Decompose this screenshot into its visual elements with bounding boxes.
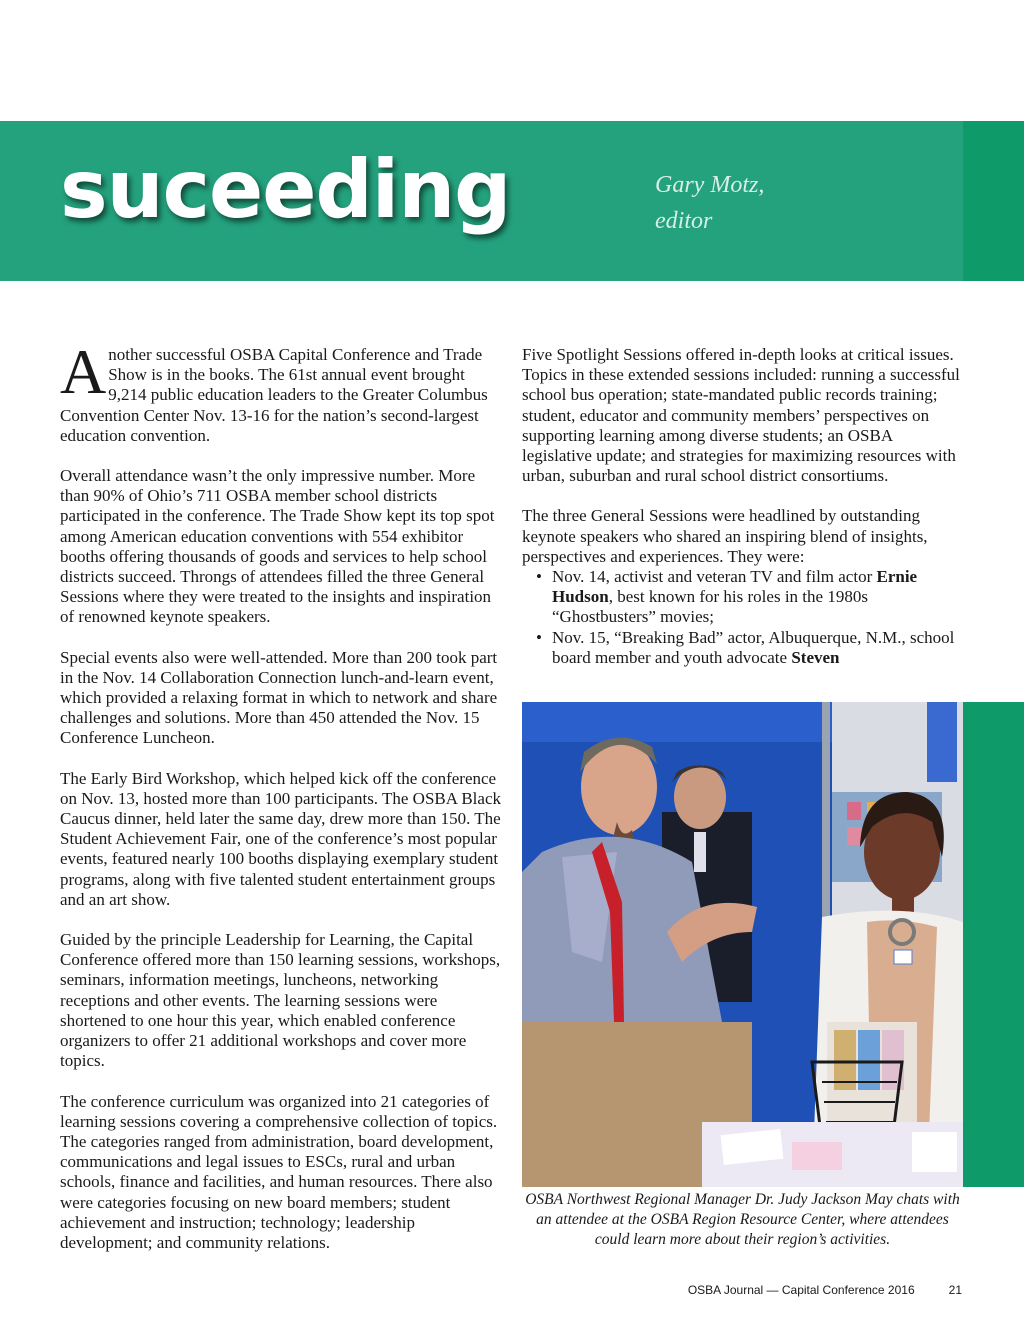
page-number: 21 (948, 1283, 962, 1297)
paragraph: The three General Sessions were headlined by outstanding keynote speakers who shared an inspiring blend of insights, perspectives and experiences. They were: (522, 506, 928, 566)
conference-photo (522, 702, 963, 1187)
keynote-speaker-list (522, 567, 962, 668)
conference-photo-illustration (522, 702, 963, 1187)
byline (655, 167, 764, 239)
paragraph: Five Spotlight Sessions offered in-depth looks at critical issues. Topics in these extended sessions included: running a successful school bus operation; state-mandated public records training; student, educator and community members’ perspectives on supporting learning among diverse students; an OSBA legislative update; and strategies for maximizing resources with urban, suburban and rural school district consortiums. (522, 345, 960, 486)
byline-role: editor (655, 208, 713, 234)
publication-name: OSBA Journal — Capital Conference 2016 (687, 1283, 915, 1297)
paragraph: The conference curriculum was organized into 21 categories of learning sessions covering a comprehensive collection of topics. The categories ranged from administration, board development, communications and legal issues to ESCs, rural and urban schools, finance and facilities, and human resources. There also were categories focusing on new board members; student achievement and instruction; technology; leadership development; and community relations. (60, 1091, 498, 1252)
paragraph: The Early Bird Workshop, which helped kick off the conference on Nov. 13, hosted more than 100 participants. The OSBA Black Caucus dinner, held later the same day, drew more than 150. The Student Achievement Fair, one of the conference’s most popular events, featured nearly 100 booths displaying exemplary student programs, along with five talented student entertainment groups and an art show. (60, 768, 501, 909)
paragraph-text: nother successful OSBA Capital Conference and Trade Show is in the books. The 61st annual event brought 9,214 public education leaders to the Greater Columbus Convention Center Nov. 13-16 for the nation’s second-largest education convention. (60, 345, 488, 445)
article-right-column (522, 345, 962, 668)
paragraph: Guided by the principle Leadership for Learning, the Capital Conference offered more than 150 learning sessions, workshops, seminars, information meetings, luncheons, networking receptions and other events. The learning sessions were shortened to one hour this year, which enabled conference organizers to offer 21 additional workshops and cover more topics. (60, 930, 501, 1071)
speaker-name: Steven (791, 647, 840, 667)
paragraph (60, 336, 505, 446)
list-item: • Nov. 15, “Breaking Bad” actor, Albuquerque, N.M., school board member and youth advocate Steven (536, 627, 955, 667)
bullet-icon: • (536, 627, 542, 647)
bullet-icon: • (536, 567, 542, 587)
speaker-name: Ernie Hudson (552, 567, 918, 607)
byline-name: Gary Motz, (655, 172, 765, 198)
page-title: suceeding (60, 143, 511, 236)
side-accent-bar (963, 702, 1024, 1187)
page-footer (600, 1283, 962, 1297)
photo-caption: OSBA Northwest Regional Manager Dr. Judy Jackson May chats with an attendee at the OSBA Region Resource Center, where attendees could learn more about their region’s activities. (525, 1191, 960, 1248)
article-left-column (60, 336, 505, 1273)
paragraph: Overall attendance wasn’t the only impressive number. More than 90% of Ohio’s 711 OSBA member school districts participated in the conference. The Trade Show kept its top spot among American education conventions with 554 exhibitor booths offering thousands of goods and services to help school districts succeed. Throngs of attendees filled the three General Sessions where they were treated to the insights and inspiration of renowned keynote speakers. (60, 466, 495, 627)
paragraph: Special events also were well-attended. More than 200 took part in the Nov. 14 Collaboration Connection lunch-and-learn event, which provided a relaxing format in which to network and share challenges and solutions. More than 450 attended the Nov. 15 Conference Luncheon. (60, 647, 498, 748)
list-item: • Nov. 14, activist and veteran TV and film actor Ernie Hudson, best known for his roles in the 1980s “Ghostbusters” movies; (536, 567, 918, 627)
drop-cap: A (60, 336, 107, 407)
header-banner-edge (963, 121, 1024, 281)
